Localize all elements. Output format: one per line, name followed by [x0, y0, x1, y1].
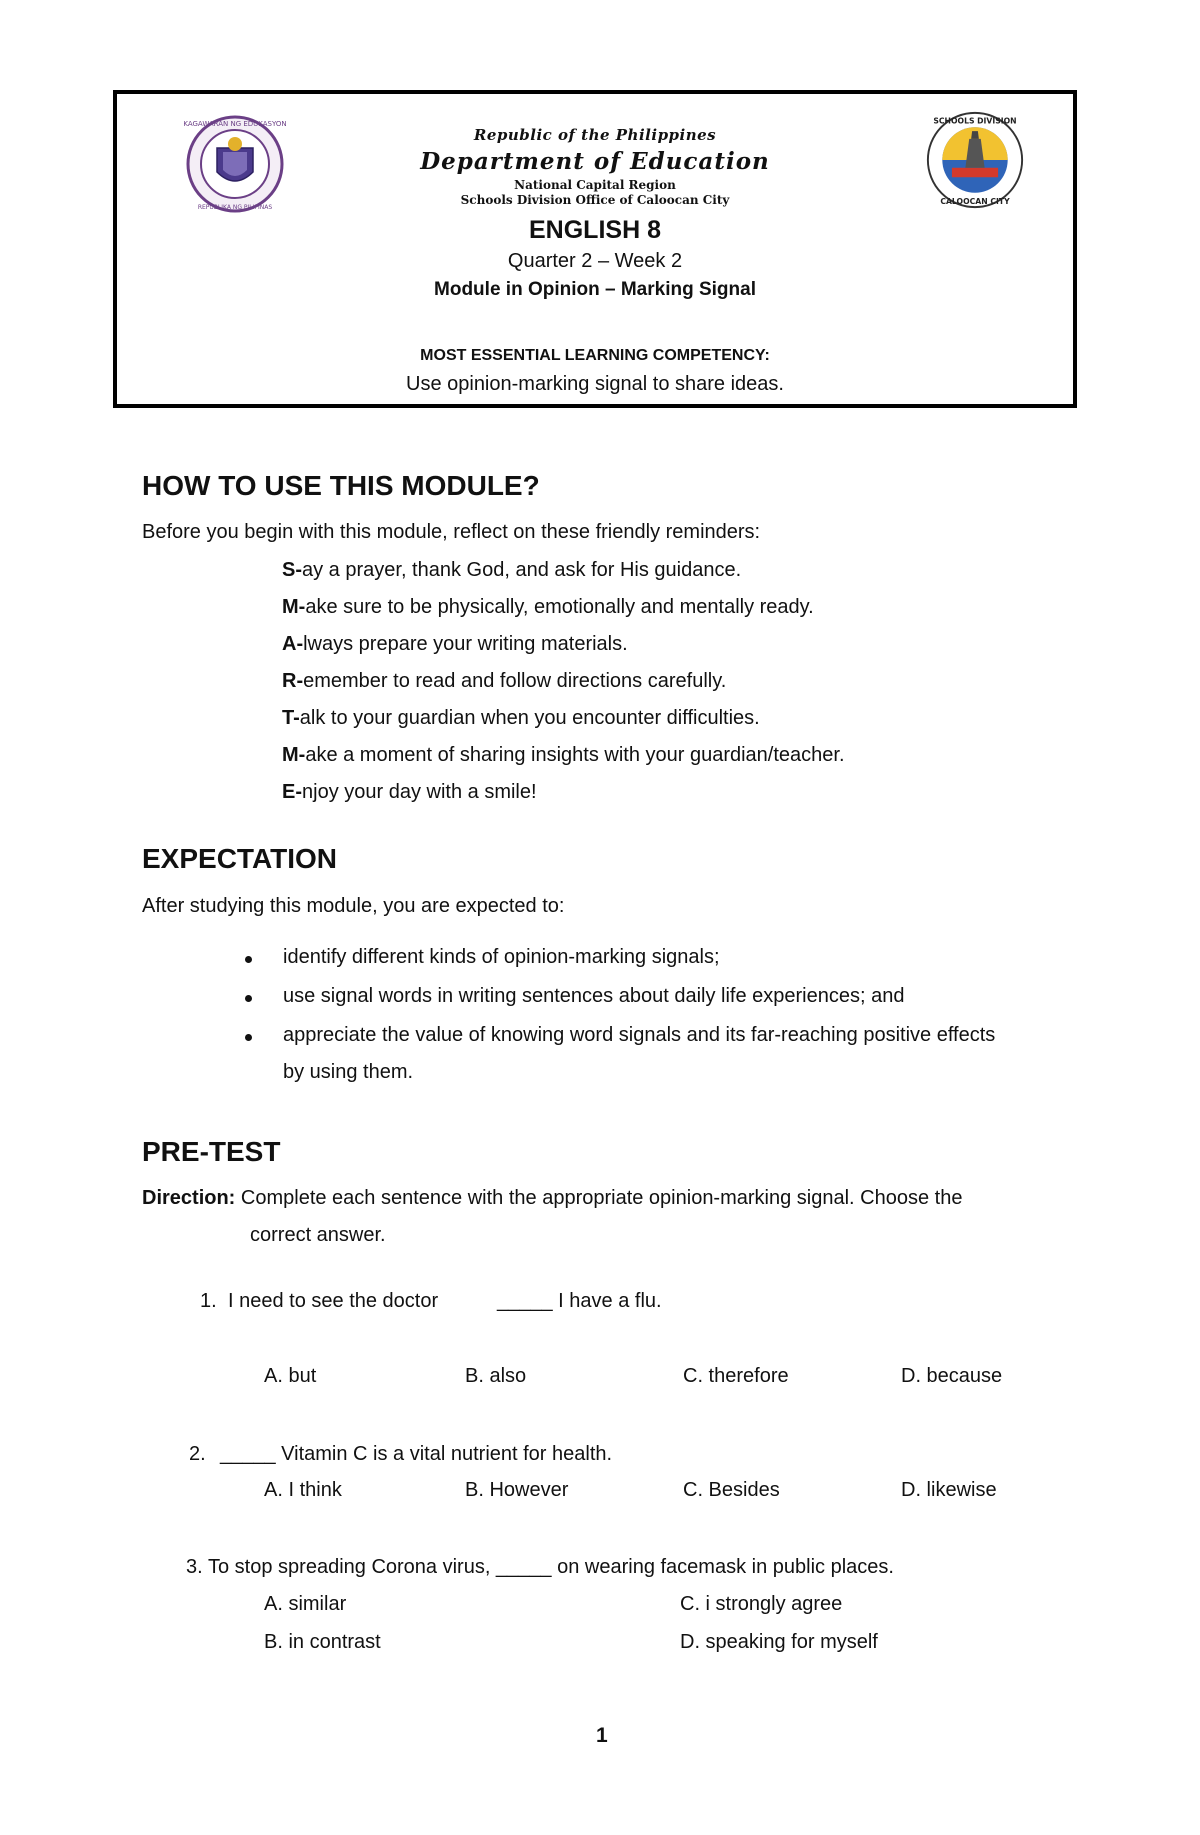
- choice-option: D. likewise: [901, 1479, 997, 1501]
- choice-option: D. speaking for myself: [680, 1631, 878, 1653]
- expectation-item: identify different kinds of opinion-marking signals;: [283, 946, 720, 968]
- svg-text:CALOOCAN CITY: CALOOCAN CITY: [940, 197, 1010, 207]
- pretest-direction: [142, 1187, 962, 1210]
- reminder-item: M-ake sure to be physically, emotionally and mentally ready.: [282, 596, 814, 618]
- reminder-item: M-ake a moment of sharing insights with your guardian/teacher.: [282, 744, 845, 766]
- choice-option: B. in contrast: [264, 1631, 381, 1653]
- quarter-week: Quarter 2 – Week 2: [507, 250, 683, 272]
- pretest-heading: PRE-TEST: [142, 1136, 281, 1167]
- bullet-icon: [245, 995, 252, 1002]
- how-to-intro: Before you begin with this module, reflect on these friendly reminders:: [142, 521, 761, 543]
- subject-title: ENGLISH 8: [529, 216, 661, 244]
- direction-label: Direction:: [142, 1187, 236, 1209]
- question-text-blank: _____ I have a flu.: [497, 1290, 662, 1312]
- expectation-item: appreciate the value of knowing word signals and its far-reaching positive effects: [283, 1024, 996, 1046]
- header-box: [113, 90, 1077, 408]
- melc-label: MOST ESSENTIAL LEARNING COMPETENCY:: [420, 347, 770, 364]
- region-line: National Capital Region: [514, 178, 676, 192]
- department-line: Department of Education: [420, 148, 770, 175]
- choice-option: C. i strongly agree: [680, 1593, 843, 1615]
- expectation-item: use signal words in writing sentences about daily life experiences; and: [283, 985, 905, 1007]
- choice-option: A. similar: [264, 1593, 347, 1615]
- how-to-heading: HOW TO USE THIS MODULE?: [142, 470, 540, 501]
- svg-text:REPUBLIKA NG PILIPINAS: REPUBLIKA NG PILIPINAS: [197, 204, 273, 211]
- division-office-line: Schools Division Office of Caloocan City: [460, 193, 730, 207]
- choice-option: C. therefore: [683, 1365, 789, 1387]
- pretest-direction-continued: correct answer.: [250, 1224, 386, 1246]
- bullet-icon: [245, 956, 252, 963]
- reminder-item: T-alk to your guardian when you encounter difficulties.: [282, 707, 760, 729]
- choice-option: D. because: [901, 1365, 1003, 1387]
- question-number: 2.: [189, 1443, 206, 1465]
- choice-option: A. but: [264, 1365, 317, 1387]
- direction-text: Complete each sentence with the appropriate opinion-marking signal. Choose the: [240, 1187, 963, 1209]
- svg-text:KAGAWARAN NG EDUKASYON: KAGAWARAN NG EDUKASYON: [183, 120, 287, 128]
- question-number: 3.: [186, 1556, 203, 1578]
- expectation-item-continued: by using them.: [283, 1061, 414, 1083]
- bullet-icon: [245, 1034, 252, 1041]
- question-number: 1.: [200, 1290, 217, 1312]
- question-text: To stop spreading Corona virus, _____ on wearing facemask in public places.: [208, 1556, 894, 1578]
- melc-text: Use opinion-marking signal to share ideas.: [406, 373, 784, 395]
- reminder-item: E-njoy your day with a smile!: [282, 781, 537, 803]
- republic-line: Republic of the Philippines: [473, 126, 717, 144]
- page-number: 1: [596, 1724, 608, 1747]
- question-text: I need to see the doctor: [228, 1290, 439, 1312]
- svg-text:SCHOOLS DIVISION: SCHOOLS DIVISION: [933, 116, 1017, 126]
- sdo-caloocan-seal-logo: [907, 110, 1043, 210]
- choice-option: B. also: [465, 1365, 527, 1387]
- expectation-heading: EXPECTATION: [142, 843, 337, 874]
- choice-option: C. Besides: [683, 1479, 780, 1501]
- module-title: Module in Opinion – Marking Signal: [434, 279, 756, 300]
- reminder-item: A-lways prepare your writing materials.: [282, 633, 628, 655]
- choice-option: B. However: [465, 1479, 569, 1501]
- expectation-intro: After studying this module, you are expected to:: [142, 895, 565, 917]
- choice-option: A. I think: [264, 1479, 342, 1501]
- reminder-item: S-ay a prayer, thank God, and ask for His guidance.: [282, 559, 742, 581]
- question-text: _____ Vitamin C is a vital nutrient for health.: [220, 1443, 613, 1465]
- reminder-item: R-emember to read and follow directions carefully.: [282, 670, 727, 692]
